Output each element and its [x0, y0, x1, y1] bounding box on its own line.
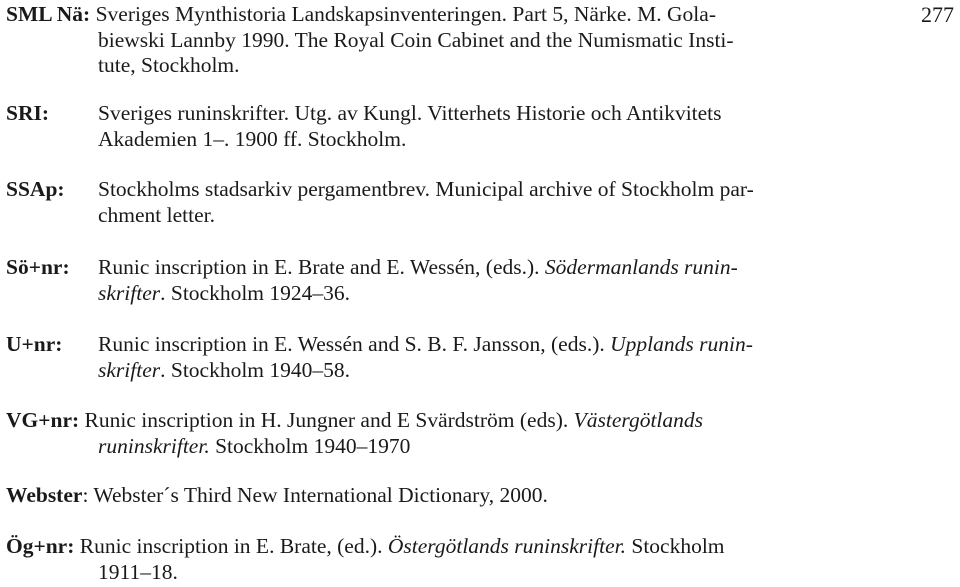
page-number: 277: [921, 2, 954, 27]
definition-line: [6, 332, 836, 358]
definition-text: Runic inscription in E. Brate and E. Wessén, (eds.).: [98, 255, 545, 279]
definition-text: Runic inscription in E. Brate, (ed.).: [74, 534, 388, 558]
book-title: Östergötlands runinskrifter.: [387, 534, 626, 558]
abbreviation: VG+nr:: [6, 408, 80, 432]
book-title: skrifter: [98, 357, 161, 382]
book-title: Västergötlands: [573, 408, 704, 432]
abbreviation: Ög+nr:: [6, 534, 75, 558]
entry-og: [6, 534, 836, 585]
definition-line: tute, Stockholm.: [98, 53, 240, 77]
definition-line: [6, 358, 836, 384]
definition-text: Stockholm: [625, 534, 725, 558]
entry-sri: [6, 101, 836, 152]
definition-text: Stockholm 1940–1970: [209, 433, 411, 458]
definition-text: Runic inscription in H. Jungner and E Svärdström (eds).: [79, 408, 574, 432]
abbreviation: SML Nä:: [6, 2, 91, 26]
entry-ssap: [6, 177, 836, 228]
book-title: runinskrifter.: [98, 433, 210, 458]
entry-u: [6, 332, 836, 383]
definition-line: [6, 483, 836, 509]
definition-line: Sveriges runinskrifter. Utg. av Kungl. Vitterhets Historie och Antikvitets: [98, 101, 722, 125]
abbreviation: SSAp:: [6, 177, 65, 201]
definition-line: [6, 281, 836, 307]
entry-sml: [6, 2, 836, 79]
definition-line: Stockholms stadsarkiv pergamentbrev. Municipal archive of Stockholm par-: [98, 177, 754, 201]
definition-line: 1911–18.: [98, 559, 178, 584]
abbreviation: U+nr:: [6, 332, 63, 356]
definition-text: . Stockholm 1940–58.: [160, 357, 351, 382]
entry-so: [6, 255, 836, 306]
entry-vg: [6, 408, 836, 459]
abbreviation: Sö+nr:: [6, 255, 70, 279]
definition-line: [6, 408, 836, 434]
definition-line: [6, 534, 836, 560]
entry-webster: [6, 483, 836, 509]
definition-line: biewski Lannby 1990. The Royal Coin Cabinet and the Numismatic Insti-: [98, 27, 734, 52]
definition-line: chment letter.: [98, 202, 216, 227]
abbreviation: SRI:: [6, 101, 50, 125]
book-title: Södermanlands runin-: [544, 255, 738, 279]
definition-line: [6, 255, 836, 281]
definition-line: Akademien 1–. 1900 ff. Stockholm.: [98, 126, 407, 151]
definition-text: . Stockholm 1924–36.: [160, 280, 351, 305]
definition-line: Sveriges Mynthistoria Landskapsinventeringen. Part 5, Närke. M. Gola-: [95, 2, 716, 26]
abbreviation: Webster: [6, 483, 83, 507]
book-title: skrifter: [98, 280, 161, 305]
definition-text: : Webster´s Third New International Dictionary, 2000.: [82, 483, 548, 507]
book-title: Upplands runin-: [610, 332, 753, 356]
definition-text: Runic inscription in E. Wessén and S. B. F. Jansson, (eds.).: [98, 332, 611, 356]
definition-line: [6, 434, 836, 460]
